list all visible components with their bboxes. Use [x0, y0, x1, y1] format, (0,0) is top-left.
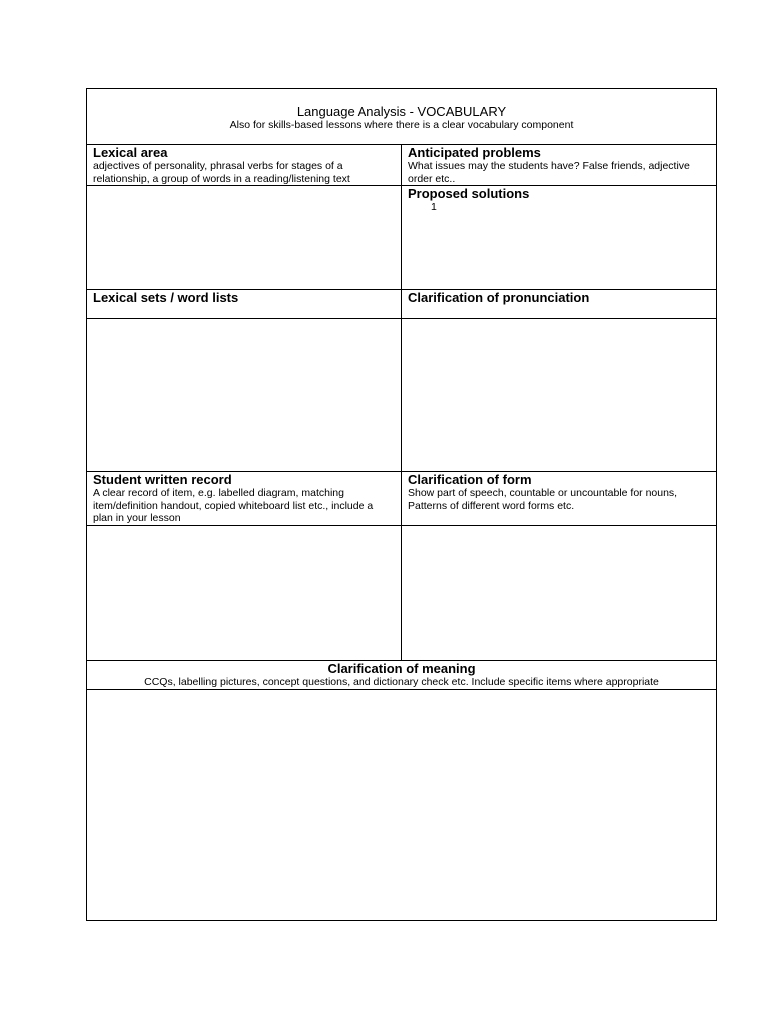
student-record-cell: [87, 472, 401, 525]
form-title: Language Analysis - VOCABULARY: [296, 104, 507, 119]
form-clarification-description: Show part of speech, countable or uncountable for nouns, Patterns of different word forms etc.: [408, 487, 678, 512]
pronunciation-cell: [402, 290, 717, 305]
lexical-area-heading: Lexical area: [93, 145, 168, 160]
lexical-area-cell: [87, 145, 401, 185]
form-header: [86, 104, 717, 132]
proposed-solutions-heading: Proposed solutions: [408, 186, 530, 201]
student-record-answer-space[interactable]: [87, 526, 401, 660]
student-record-heading: Student written record: [93, 472, 232, 487]
anticipated-problems-description: What issues may the students have? False friends, adjective order etc..: [408, 160, 690, 185]
lexical-area-answer-space[interactable]: [87, 186, 401, 289]
lexical-sets-heading: Lexical sets / word lists: [93, 290, 239, 305]
anticipated-problems-cell: [402, 145, 717, 185]
proposed-solutions-cell: [402, 186, 717, 213]
pronunciation-heading: Clarification of pronunciation: [408, 290, 590, 305]
proposed-solutions-item-number: 1: [431, 201, 437, 213]
meaning-cell: [86, 661, 717, 689]
lexical-sets-answer-space[interactable]: [87, 319, 401, 471]
lexical-sets-cell: [87, 290, 401, 305]
lexical-area-description: adjectives of personality, phrasal verbs for stages of a relationship, a group of words in a reading/listening text: [93, 160, 350, 185]
form-clarification-heading: Clarification of form: [408, 472, 532, 487]
pronunciation-answer-space[interactable]: [402, 319, 717, 471]
anticipated-problems-heading: Anticipated problems: [408, 145, 541, 160]
form-clarification-answer-space[interactable]: [402, 526, 717, 660]
form-clarification-cell: [402, 472, 717, 512]
meaning-heading: Clarification of meaning: [327, 661, 476, 676]
form-subtitle: Also for skills-based lessons where there is a clear vocabulary component: [229, 119, 574, 131]
meaning-description: CCQs, labelling pictures, concept questions, and dictionary check etc. Include specific items where appropriate: [144, 676, 659, 688]
meaning-answer-space[interactable]: [87, 690, 716, 920]
student-record-description: A clear record of item, e.g. labelled diagram, matching item/definition handout, copied whiteboard list etc., include a plan in your lesson: [93, 487, 374, 524]
